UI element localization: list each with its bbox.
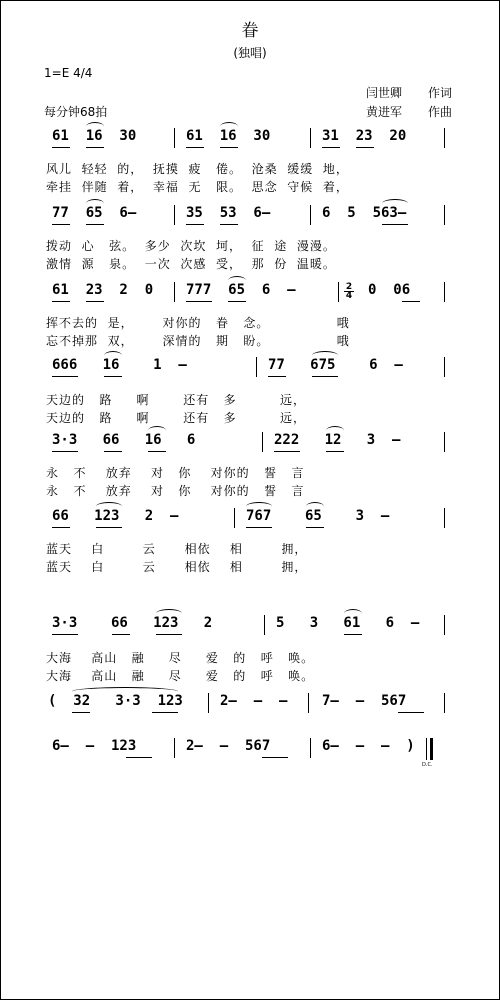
composer-name: 黄进军 (366, 105, 403, 119)
measure-notes: 6— — — ) (322, 738, 415, 754)
barline (174, 282, 175, 302)
measure-notes: 2— — 567 (186, 738, 271, 754)
beam-line (326, 451, 344, 452)
beam-line (356, 147, 374, 148)
barline (310, 738, 311, 758)
score-system-2 (42, 205, 462, 285)
slur-mark (96, 502, 122, 511)
beam-line (186, 147, 204, 148)
barline (174, 128, 175, 148)
song-title: 眷 (241, 21, 259, 41)
beam-line (322, 147, 340, 148)
slur-mark (344, 609, 362, 618)
slur-mark (220, 122, 238, 131)
measure-notes: 6 5 563— (322, 205, 407, 221)
slur-mark (86, 122, 104, 131)
key-signature: 1=E 4/4 (44, 66, 93, 80)
barline (208, 693, 209, 713)
slur-mark (246, 502, 272, 511)
measure-notes: 767 65 3 — (246, 508, 390, 524)
lyric-line-1: 蓝天 白 云 相依 相 拥， (46, 542, 308, 556)
lyric-line-1: 大海 高山 融 尽 爱 的 呼 唤。 (46, 651, 315, 665)
beam-line (186, 301, 212, 302)
lyric-line-2: 激情 源 泉。 一次 次感 受， 那 份 温暖。 (46, 257, 336, 271)
lyricist-role: 作词 (428, 86, 453, 100)
measure-notes: 0 06 (368, 282, 411, 298)
barline (338, 282, 339, 302)
tempo-marking: 每分钟68拍 (44, 105, 108, 119)
score-system-7 (42, 615, 462, 695)
beam-line (156, 634, 182, 635)
lyric-line-1: 拨动 心 弦。 多少 次坎 坷， 征 途 漫漫。 (46, 239, 336, 253)
barline (264, 615, 265, 635)
beam-line (72, 712, 90, 713)
beam-line (96, 527, 122, 528)
lyric-line-1: 风儿 轻轻 的， 抚摸 疲 倦。 沧桑 缓缓 地， (46, 162, 349, 176)
beam-line (268, 376, 286, 377)
slur-mark (326, 426, 344, 435)
measure-notes: ( 32 3·3 123 (48, 693, 183, 709)
barline (444, 693, 445, 713)
beam-line (52, 147, 70, 148)
beam-line (52, 301, 70, 302)
lyric-line-2: 永 不 放弃 对 你 对你的 誓 言 (46, 484, 305, 498)
beam-line (52, 224, 70, 225)
beam-line (274, 451, 300, 452)
lyric-line-2: 忘不掉那 双， 深情的 期 盼。 哦 (46, 334, 350, 348)
measure-notes: 61 23 2 0 (52, 282, 154, 298)
lyric-line-1: 永 不 放弃 对 你 对你的 誓 言 (46, 466, 305, 480)
measure-notes: 35 53 6— (186, 205, 271, 221)
barline (426, 738, 427, 760)
time-signature (344, 283, 354, 300)
measure-notes: 666 16 1 — (52, 357, 187, 373)
slur-mark (312, 351, 338, 360)
lyric-line-1: 天边的 路 啊 还有 多 远， (46, 393, 306, 407)
beam-line (104, 451, 122, 452)
measure-notes: 77 675 6 — (268, 357, 403, 373)
slur-mark (148, 426, 166, 435)
beam-line (52, 376, 78, 377)
barline (444, 615, 445, 635)
score-system-9 (42, 738, 462, 778)
barline (444, 128, 445, 148)
measure-notes: 777 65 6 — (186, 282, 296, 298)
measure-notes: 77 65 6— (52, 205, 137, 221)
lyric-line-2: 天边的 路 啊 还有 多 远， (46, 411, 306, 425)
time-signature-bottom: 4 (345, 291, 353, 301)
song-subtitle: (独唱) (233, 46, 267, 60)
beam-line (262, 757, 288, 758)
barline (444, 282, 445, 302)
beam-line (52, 451, 78, 452)
slur-mark (228, 276, 246, 285)
barline (174, 205, 175, 225)
measure-notes: 5 3 61 6 — (276, 615, 420, 631)
beam-line (398, 712, 424, 713)
score-system-3 (42, 282, 462, 362)
lyric-line-2: 牵挂 伴随 着， 幸福 无 限。 思念 守候 着， (46, 180, 349, 194)
lyric-line-2: 大海 高山 融 尽 爱 的 呼 唤。 (46, 669, 315, 683)
score-system-1 (42, 128, 462, 208)
beam-line (52, 527, 70, 528)
slur-mark (306, 502, 324, 511)
slur-mark (156, 609, 182, 618)
beam-line (86, 224, 104, 225)
composer-role: 作曲 (428, 105, 453, 119)
barline (310, 205, 311, 225)
barline (262, 432, 263, 452)
beam-line (228, 301, 246, 302)
barline (444, 357, 445, 377)
score-system-6 (42, 508, 462, 588)
beam-line (86, 301, 104, 302)
lyric-line-1: 挥不去的 是， 对你的 眷 念。 哦 (46, 316, 350, 330)
beam-line (220, 147, 238, 148)
time-signature-top: 2 (345, 282, 353, 292)
measure-notes: 3·3 66 123 2 (52, 615, 213, 631)
beam-line (112, 634, 130, 635)
score-system-8 (42, 693, 462, 723)
beam-line (402, 301, 420, 302)
beam-line (306, 527, 324, 528)
barline (256, 357, 257, 377)
beam-line (126, 757, 152, 758)
barline (444, 508, 445, 528)
lyricist-name: 闫世卿 (366, 86, 403, 100)
beam-line (220, 224, 238, 225)
score-system-5 (42, 432, 462, 512)
measure-notes: 2— — — (220, 693, 288, 709)
beam-line (312, 376, 338, 377)
beam-line (344, 634, 362, 635)
measure-notes: 6— — 123 (52, 738, 137, 754)
barline (444, 205, 445, 225)
slur-mark (86, 199, 104, 208)
slur-mark (104, 351, 122, 360)
score-system-4 (42, 357, 462, 437)
dc-marking: D.C. (422, 762, 433, 768)
barline (308, 693, 309, 713)
measure-notes: 61 16 30 (52, 128, 137, 144)
measure-notes: 3·3 66 16 6 (52, 432, 196, 448)
measure-notes: 222 12 3 — (274, 432, 401, 448)
barline (234, 508, 235, 528)
slur-mark (72, 687, 178, 696)
beam-line (186, 224, 204, 225)
barline (310, 128, 311, 148)
lyric-line-2: 蓝天 白 云 相依 相 拥， (46, 560, 308, 574)
beam-line (148, 451, 166, 452)
final-barline (430, 738, 433, 760)
measure-notes: 31 23 20 (322, 128, 407, 144)
beam-line (104, 376, 122, 377)
barline (174, 738, 175, 758)
measure-notes: 7— — 567 (322, 693, 407, 709)
beam-line (86, 147, 104, 148)
measure-notes: 66 123 2 — (52, 508, 179, 524)
slur-mark (382, 199, 408, 208)
measure-notes: 61 16 30 (186, 128, 271, 144)
beam-line (52, 634, 78, 635)
beam-line (246, 527, 272, 528)
beam-line (382, 224, 408, 225)
beam-line (152, 712, 178, 713)
barline (444, 432, 445, 452)
